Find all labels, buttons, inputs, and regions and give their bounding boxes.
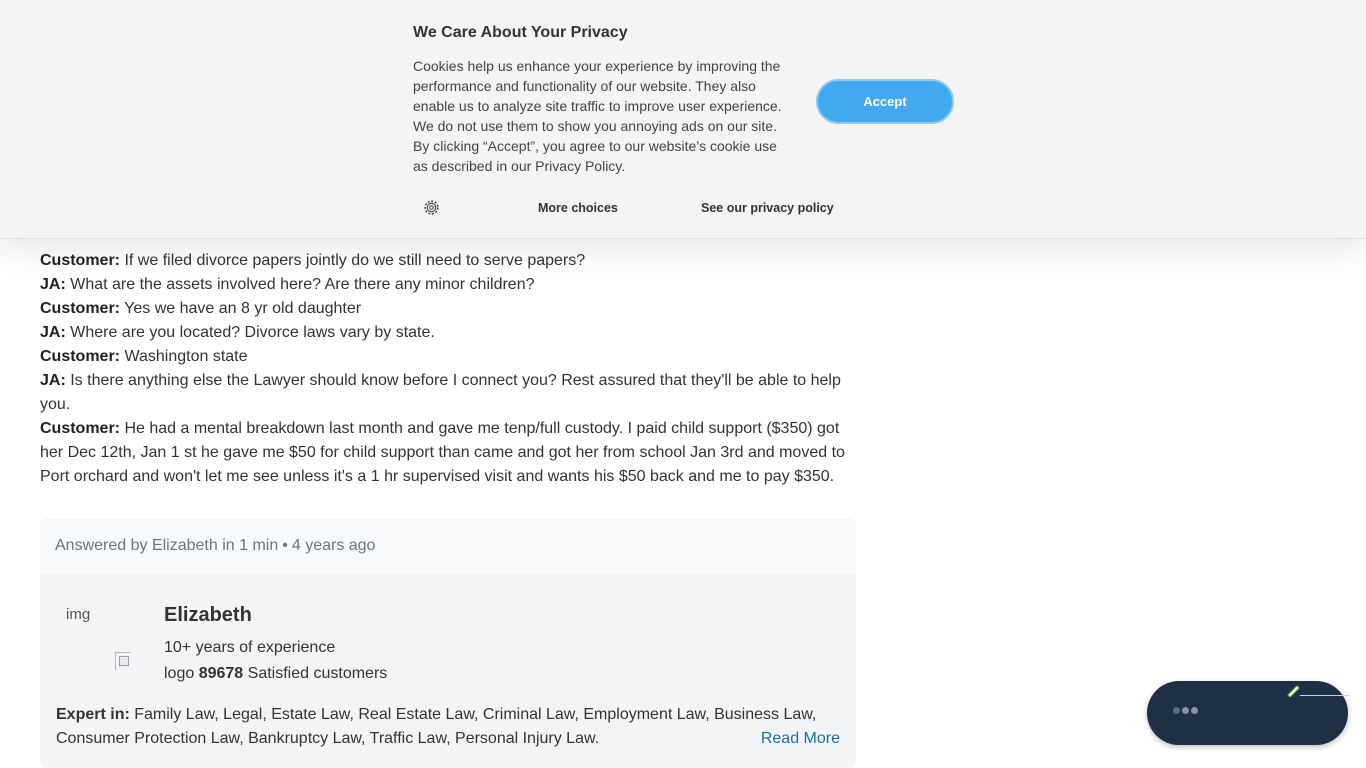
- accept-cookies-button[interactable]: Accept: [816, 79, 954, 124]
- answer-time-ago: 4 years ago: [291, 537, 376, 554]
- message-4: [40, 321, 852, 345]
- message-text: He had a mental breakdown last month and gave me tenp/full custody. I paid child support ($350) got her Dec 12th, Jan 1 st he gave me $50 for child support than came and got her from school Jan 3rd and moved to Port orchard and won't let me see unless it's a 1 hr supervised visit and wants his $50 back and me to pay $350.: [40, 420, 845, 485]
- broken-image-icon: [115, 652, 131, 670]
- logo-image: logo: [164, 665, 195, 682]
- conversation-transcript: [40, 224, 852, 489]
- message-speaker: Customer:: [40, 252, 121, 269]
- message-1: [40, 249, 852, 273]
- privacy-policy-link[interactable]: See our privacy policy: [701, 201, 834, 215]
- message-7: [40, 417, 852, 489]
- expert-avatar: img: [66, 606, 91, 623]
- satisfied-label: Satisfied customers: [247, 665, 388, 682]
- typing-dots-icon: [1173, 707, 1198, 714]
- message-text: Where are you located? Divorce laws vary by state.: [70, 324, 435, 341]
- message-text: What are the assets involved here? Are there any minor children?: [70, 276, 535, 293]
- message-text: Washington state: [124, 348, 248, 365]
- message-speaker: Customer:: [40, 348, 121, 365]
- chat-widget-button[interactable]: [1147, 681, 1348, 745]
- message-2: [40, 273, 852, 297]
- expert-experience: 10+ years of experience: [164, 639, 336, 656]
- message-text: Yes we have an 8 yr old daughter: [124, 300, 362, 317]
- message-text: Is there anything else the Lawyer should know before I connect you? Rest assured that they'll be able to help you.: [40, 372, 841, 413]
- message-speaker: JA:: [40, 276, 66, 293]
- answered-by-text: Answered by Elizabeth in 1 min: [55, 537, 279, 554]
- message-speaker: JA:: [40, 324, 66, 341]
- expert-specialties: [56, 703, 840, 751]
- message-speaker: Customer:: [40, 300, 121, 317]
- read-more-link[interactable]: Read More: [760, 730, 840, 747]
- cookie-description: Cookies help us enhance your experience by improving the performance and functionality of our website. They also enable us to analyze site traffic to improve user experience. We do not use them to show you annoying ads on our site. By clicking “Accept”, you agree to our website’s cookie use as described in our Privacy Policy.: [413, 58, 782, 174]
- message-3: [40, 297, 852, 321]
- message-text: If we filed divorce papers jointly do we still need to serve papers?: [124, 252, 586, 269]
- satisfied-customers: [164, 665, 387, 683]
- message-speaker: Customer:: [40, 420, 121, 437]
- message-6: [40, 369, 852, 417]
- gear-icon[interactable]: [423, 199, 440, 216]
- separator-dot: •: [282, 537, 288, 554]
- more-choices-link[interactable]: More choices: [538, 201, 618, 215]
- message-speaker: JA:: [40, 372, 66, 389]
- cookie-title: We Care About Your Privacy: [413, 24, 628, 41]
- divider-line: [1300, 695, 1350, 696]
- expert-in-label: Expert in:: [56, 706, 130, 723]
- expert-name[interactable]: Elizabeth: [164, 604, 252, 626]
- expert-answer-card: [40, 518, 856, 768]
- expert-in-list: Family Law, Legal, Estate Law, Real Estate Law, Criminal Law, Employment Law, Business Law, Consumer Protection Law, Bankruptcy Law, Traffic Law, Personal Injury Law.: [56, 706, 817, 747]
- satisfied-count: 89678: [198, 665, 244, 682]
- answered-by-bar: [40, 518, 856, 574]
- message-5: [40, 345, 852, 369]
- cookie-consent-banner: [0, 0, 1366, 239]
